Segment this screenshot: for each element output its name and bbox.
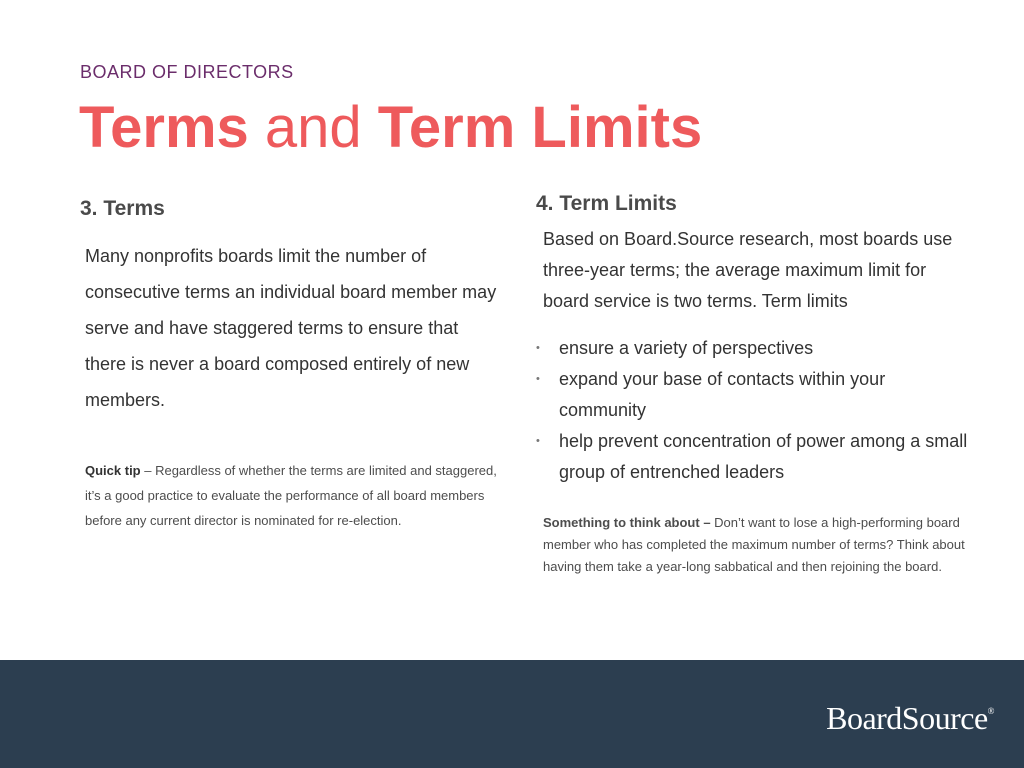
footer-bar (0, 660, 1024, 768)
title-part-and: and (248, 95, 378, 160)
terms-body: Many nonprofits boards limit the number of consecutive terms an individual board member may serve and have staggered terms to ensure that there is never a board composed entirely of new members. (85, 246, 497, 410)
terms-heading: 3. Terms (80, 197, 165, 220)
bullet-icon: • (536, 342, 540, 354)
terms-column (80, 196, 500, 533)
bullet-text: help prevent concentration of power among a small group of entrenched leaders (559, 431, 968, 482)
list-item (536, 364, 976, 426)
title-part-term-limits: Term Limits (377, 95, 703, 160)
quick-tip-label: Quick tip (85, 463, 141, 478)
term-limits-body: Based on Board.Source research, most boards use three-year terms; the average maximum limit for board service is two terms. Term limits (543, 229, 953, 311)
term-limits-column (536, 191, 976, 578)
list-item (536, 333, 976, 364)
bullet-text: ensure a variety of perspectives (559, 338, 814, 358)
list-item (536, 426, 976, 488)
section-eyebrow: BOARD OF DIRECTORS (80, 62, 294, 82)
registered-mark: ® (987, 706, 994, 716)
quick-tip (85, 458, 500, 533)
logo-text: BoardSource (826, 700, 988, 736)
bullet-text: expand your base of contacts within your community (559, 369, 886, 420)
quick-tip-text: – Regardless of whether the terms are limited and staggered, it’s a good practice to evaluate the performance of all board members before any current director is nominated for re-election. (85, 463, 497, 528)
boardsource-logo (826, 700, 994, 737)
bullet-icon: • (536, 435, 540, 447)
term-limits-bullets (536, 333, 976, 488)
think-text: Don’t want to lose a high-performing board member who has completed the maximum number of terms? Think about having them take a year-long sabbatical and then rejoining the board. (543, 515, 965, 574)
bullet-icon: • (536, 373, 540, 385)
title-part-terms: Terms (79, 95, 249, 160)
think-label: Something to think about – (543, 515, 711, 530)
page-title (79, 92, 702, 164)
something-to-think-about (543, 512, 976, 578)
term-limits-heading: 4. Term Limits (536, 192, 677, 215)
